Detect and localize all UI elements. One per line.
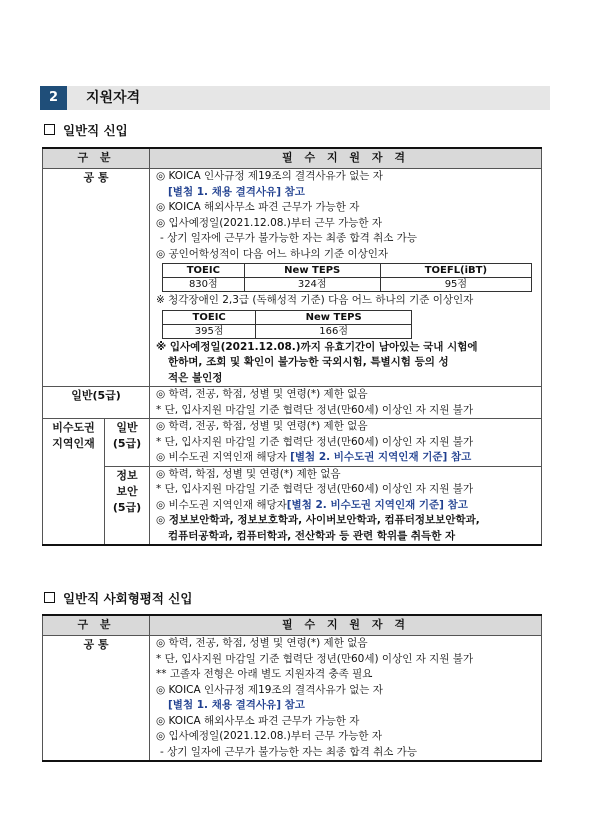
req-line: ◎ 학력, 전공, 학점, 성별 및 연령(*) 제한 없음 bbox=[156, 637, 368, 649]
score-header: TOEIC bbox=[163, 264, 245, 278]
req-line: * 단, 입사지원 마감일 기준 협력단 정년(만60세) 이상인 자 지원 불가 bbox=[156, 652, 474, 665]
col-header-category: 구 분 bbox=[43, 615, 150, 636]
row-label-common: 공 통 bbox=[43, 636, 150, 762]
req-note: ※ 입사예정일(2021.12.08.)까지 유효기간이 남아있는 국내 시험에 bbox=[156, 340, 478, 353]
req-line: * 단, 입사지원 마감일 기준 협력단 정년(만60세) 이상인 자 지원 불가 bbox=[156, 435, 474, 448]
req-line: ** 고졸자 전형은 아래 별도 지원자격 충족 필요 bbox=[156, 668, 373, 680]
req-line bbox=[150, 498, 541, 514]
req-text: ◎ 비수도권 지역인재 해당자 bbox=[156, 498, 287, 511]
req-text: ◎ 비수도권 지역인재 해당자 bbox=[156, 451, 291, 463]
row-label-regional-general bbox=[105, 419, 150, 467]
req-note: 한하며, 조회 및 확인이 불가능한 국외시험, 특별시험 등의 성 bbox=[168, 356, 449, 368]
col-header-requirements: 필 수 지 원 자 격 bbox=[150, 148, 542, 169]
section-title: 지원자격 bbox=[86, 90, 141, 106]
checkbox-square-icon bbox=[44, 124, 55, 135]
row-label-general5: 일반(5급) bbox=[43, 387, 150, 419]
common-requirements bbox=[150, 169, 542, 387]
score-value: 395점 bbox=[163, 324, 256, 338]
general5-requirements bbox=[150, 387, 542, 419]
regional-general-requirements bbox=[150, 419, 542, 467]
req-line: 컴퓨터공학과, 컴퓨터학과, 전산학과 등 관련 학위를 취득한 자 bbox=[168, 529, 456, 542]
req-line: ◎ 공인어학성적이 다음 어느 하나의 기준 이상인자 bbox=[156, 247, 389, 260]
sub-label-line: 정보 bbox=[116, 468, 138, 482]
score-value: 324점 bbox=[244, 278, 380, 292]
sub-label-line: (5급) bbox=[112, 500, 142, 514]
sub-label-line: 일반 bbox=[116, 421, 138, 434]
part2-common-requirements bbox=[150, 636, 542, 762]
col-header-category: 구 분 bbox=[43, 148, 150, 169]
req-line bbox=[150, 450, 541, 466]
score-header: New TEPS bbox=[244, 264, 380, 278]
part2-heading: 일반직 사회형평적 신입 bbox=[44, 589, 192, 607]
req-line: * 단, 입사지원 마감일 기준 협력단 정년(만60세) 이상인 자 지원 불가 bbox=[156, 403, 474, 416]
score-table-2 bbox=[162, 310, 412, 339]
req-line: ◎ 학력, 전공, 학점, 성별 및 연령(*) 제한 없음 bbox=[156, 388, 368, 400]
row-label-common: 공 통 bbox=[43, 169, 150, 387]
regional-label-line: 비수도권 bbox=[52, 421, 95, 434]
sub-label-line: 보안 bbox=[116, 484, 138, 498]
req-line: ◎ KOICA 인사규정 제19조의 결격사유가 없는 자 bbox=[156, 170, 383, 182]
req-line: ◎ KOICA 해외사무소 파견 근무가 가능한 자 bbox=[156, 201, 360, 213]
row-label-regional-security bbox=[105, 466, 150, 545]
req-line: ◎ 입사예정일(2021.12.08.)부터 근무 가능한 자 bbox=[156, 730, 383, 742]
attachment-reference: [별첨 1. 채용 결격사유] 참고 bbox=[168, 699, 305, 711]
req-line: ※ 청각장애인 2,3급 (독해성적 기준) 다음 어느 하나의 기준 이상인자 bbox=[156, 294, 474, 306]
score-value: 95점 bbox=[380, 278, 531, 292]
req-line: ◎ 입사예정일(2021.12.08.)부터 근무 가능한 자 bbox=[156, 216, 383, 229]
req-line: ◎ 정보보안학과, 정보보호학과, 사이버보안학과, 컴퓨터정보보안학과, bbox=[156, 514, 480, 526]
regional-security-requirements bbox=[150, 466, 542, 545]
req-line: - 상기 일자에 근무가 불가능한 자는 최종 합격 취소 가능 bbox=[160, 232, 417, 244]
score-header: TOEIC bbox=[163, 310, 256, 324]
req-line: ◎ KOICA 해외사무소 파견 근무가 가능한 자 bbox=[156, 714, 360, 727]
checkbox-square-icon bbox=[44, 592, 55, 603]
req-note: 적은 불인정 bbox=[168, 371, 223, 384]
attachment-reference: [별첨 2. 비수도권 지역인재 기준] 참고 bbox=[290, 451, 472, 463]
req-line: ◎ KOICA 인사규정 제19조의 결격사유가 없는 자 bbox=[156, 683, 383, 696]
req-line: * 단, 입사지원 마감일 기준 협력단 정년(만60세) 이상인 자 지원 불가 bbox=[156, 483, 474, 495]
attachment-reference: [별첨 2. 비수도권 지역인재 기준] 참고 bbox=[286, 498, 468, 511]
col-header-requirements: 필 수 지 원 자 격 bbox=[150, 615, 542, 636]
score-value: 166점 bbox=[256, 324, 412, 338]
score-header: New TEPS bbox=[256, 310, 412, 324]
part1-table bbox=[42, 147, 542, 546]
part2-table bbox=[42, 614, 542, 762]
score-table-1 bbox=[162, 263, 532, 292]
req-line: - 상기 일자에 근무가 불가능한 자는 최종 합격 취소 가능 bbox=[160, 745, 417, 758]
section-header bbox=[40, 86, 550, 110]
score-value: 830점 bbox=[163, 278, 245, 292]
regional-label-line: 지역인재 bbox=[52, 437, 95, 450]
section-number: 2 bbox=[40, 86, 67, 110]
req-line: ◎ 학력, 학점, 성별 및 연령(*) 제한 없음 bbox=[156, 467, 341, 480]
row-label-regional bbox=[43, 419, 105, 546]
score-header: TOEFL(iBT) bbox=[380, 264, 531, 278]
req-line: ◎ 학력, 전공, 학점, 성별 및 연령(*) 제한 없음 bbox=[156, 420, 368, 432]
sub-label-line: (5급) bbox=[112, 437, 142, 450]
part1-heading: 일반직 신입 bbox=[44, 121, 128, 139]
attachment-reference: [별첨 1. 채용 결격사유] 참고 bbox=[168, 185, 305, 198]
